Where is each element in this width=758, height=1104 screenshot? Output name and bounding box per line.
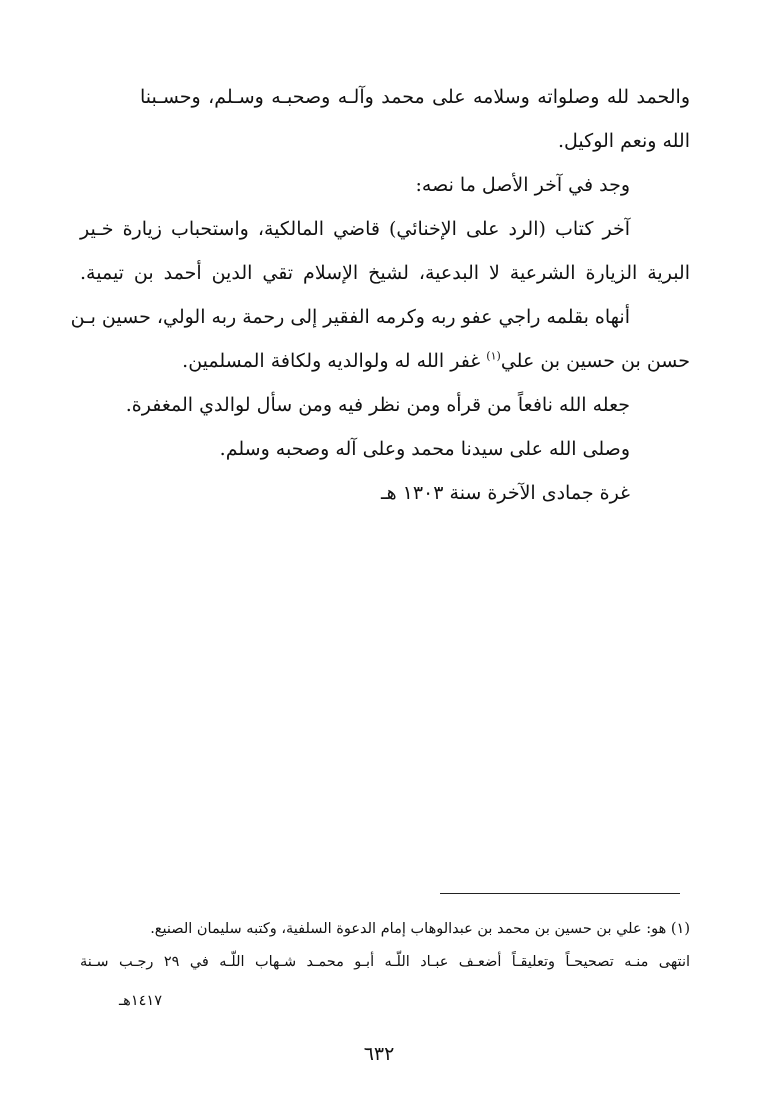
body-line-3: وجد في آخر الأصل ما نصه: <box>415 174 630 196</box>
body-line-4: آخر كتاب (الرد على الإخنائي) قاضي المالكية، واستحباب زيارة خـير <box>80 218 630 240</box>
body-line-6: أنهاه بقلمه راجي عفو ربه وكرمه الفقير إلى رحمة ربه الولي، حسين بـن <box>70 306 630 328</box>
body-line-9: وصلى الله على سيدنا محمد وعلى آله وصحبه وسلم. <box>219 438 630 460</box>
body-line-1: والحمد لله وصلواته وسلامه على محمد وآلـه وصحبـه وسـلم، وحسـبنا <box>140 86 690 108</box>
footnote-marker: (١) <box>486 349 501 363</box>
body-line-2: الله ونعم الوكيل. <box>558 130 690 152</box>
footnote-line-1: (١) هو: علي بن حسين بن محمد بن عبدالوهاب إمام الدعوة السلفية، وكتبه سليمان الصنيع. <box>150 921 690 937</box>
prayer-text: غفر الله له ولوالديه ولكافة المسلمين. <box>182 350 487 372</box>
author-name: حسن بن حسين بن علي <box>500 350 690 372</box>
body-line-5: البرية الزيارة الشرعية لا البدعية، لشيخ الإسلام تقي الدين أحمد بن تيمية. <box>80 262 690 284</box>
body-line-7 <box>182 346 690 376</box>
body-line-10: غرة جمادى الآخرة سنة ١٣٠٣ هـ <box>381 482 630 504</box>
footnote-line-2: انتهى منـه تصحيحـاً وتعليقـاً أضعـف عبـاد اللّـه أبـو محمـد شـهاب اللّـه في ٢٩ رجـب سـنة <box>80 954 691 970</box>
footnote-line-3: ١٤١٧هـ <box>118 993 162 1009</box>
body-line-8: جعله الله نافعاً من قرأه ومن نظر فيه ومن سأل لوالدي المغفرة. <box>125 394 630 416</box>
footnote-separator <box>440 893 680 894</box>
page-number: ٦٣٢ <box>363 1043 395 1065</box>
